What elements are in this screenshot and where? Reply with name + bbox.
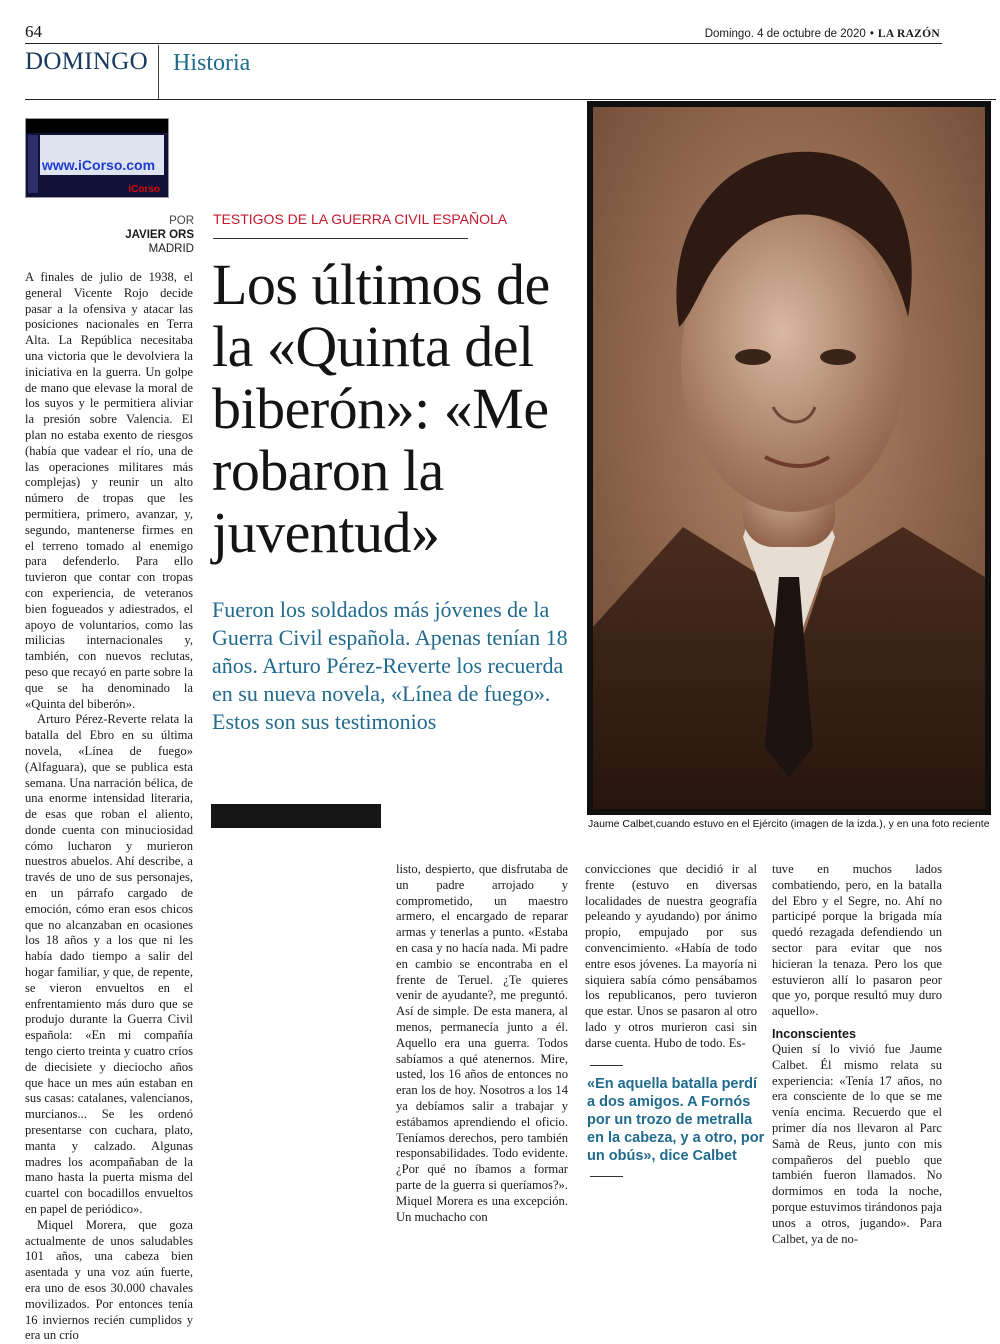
pullquote-rule-bottom [590, 1176, 623, 1177]
header-date: Domingo. 4 de octubre de 2020 [704, 28, 866, 40]
header-rule [25, 43, 942, 44]
byline-por: POR [169, 215, 194, 227]
article-paragraph: convicciones que decidió ir al frente (estuvo en diversas localidades de nuestra geografía peleando y ayudando) por ánimo propio, empujado por sus convencimiento. «Había de todo entre esos jóvenes. La mayoría ni siquiera sabía cómo pensábamos los republicanos, pero tuvieron que estar. Unos se pasaron al otro lado y otros murieron casi sin darse cuenta. Hubo de todo. Es- [585, 862, 757, 1050]
article-kicker: TESTIGOS DE LA GUERRA CIVIL ESPAÑOLA [213, 211, 508, 227]
article-column-2 [396, 862, 568, 1224]
subsection-name: Historia [173, 50, 251, 76]
header-date-line [705, 28, 940, 40]
article-standfirst: Fueron los soldados más jóvenes de la Guerra Civil española. Apenas tenían 18 años. Arturo Pérez-Reverte los recuerda en su nueva novela, «Línea de fuego». Estos son sus testimonios [212, 597, 568, 734]
article-title: Los últimos de la «Quinta del biberón»: «Me robaron la juventud» [212, 252, 550, 565]
pull-quote: «En aquella batalla perdí a dos amigos. A Fornós por un trozo de metralla en la cabeza, y a otro, por un obús», dice Calbet [587, 1076, 765, 1164]
byline-location: MADRID [148, 243, 194, 255]
publication-logo: LA RAZÓN [877, 28, 940, 40]
section-divider [158, 45, 159, 99]
ad-thumbnail[interactable] [25, 118, 169, 198]
section-heading: Inconscientes [772, 1026, 856, 1041]
left-eye-shape [735, 349, 771, 365]
right-eye-shape [820, 349, 856, 365]
byline-author: JAVIER ORS [125, 229, 194, 241]
article-column-1 [25, 270, 193, 1343]
article-paragraph: Arturo Pérez-Reverte relata la batalla del Ebro en su última novela, «Línea de fuego» (Alfaguara), que se publica esta semana. Una narración bélica, de una enorme intensidad literaria, de esas que roban el aliento, donde cuenta con minuciosidad cómo lucharon y murieron nuestros abuelos. Ahí describe, a través de uno de sus personajes, en un párrafo cargado de emoción, cómo eran esos chicos que no alcanzaban en ocasiones los 18 años y a los que ni les había dado tiempo a salir del hogar familiar, y que, de repente, se vieron envueltos en el enfrentamiento más duro que se produjo durante la Guerra Civil española: «En mi compañía tengo cierto treinta y cuatro críos de diecisiete y dieciocho años que hace un mes aún estaban en sus casas: catalanes, valencianos, murcianos... Se les ordenó presentarse con cuchara, plato, manta y calzado. Algunas madres los acompañaban de la mano hasta la puerta misma del cuartel con bocadillos envueltos en papel de periódico». [25, 712, 193, 1217]
section-name: DOMINGO [25, 48, 148, 75]
ad-banner-strip [26, 119, 168, 133]
article-paragraph: listo, despierto, que disfrutaba de un padre arrojado y comprometido, un maestro armero, el encargado de reparar armas y tenerlas a punto. «Estaba en casa y no hacía nada. Mi padre en cambio se encontraba en el frente de Teruel. ¿Te quieres venir de ayudante?, me preguntó. Así de simple. De esta manera, al menos, permanecía junto a él. Aquello era una guerra. Todos sabíamos a qué atenernos. Mire, usted, los 16 años de entonces no eran los de hoy. Nosotros a los 14 ya debíamos salir a trabajar y estábamos aprendiendo el oficio. Teníamos derechos, pero también responsabilidades. Todo evidente. ¿Por qué no íbamos a formar parte de la guerra si queríamos?». Miquel Morera es una excepción. Un muchacho con [396, 862, 568, 1224]
header-bullet: • [869, 28, 874, 40]
pullquote-rule-top [590, 1065, 623, 1066]
article-paragraph: Miquel Morera, que goza actualmente de unos saludables 101 años, una cabeza bien asentada y una voz aún fuerte, era uno de esos 30.000 chavales movilizados. Por entonces tenía 16 inviernos recién cumplidos y era un crío [25, 1217, 193, 1343]
article-paragraph: tuve en muchos lados combatiendo, pero, en la batalla del Ebro y el Segre, no. Ahí no participé porque la brigada mía quedó rezagada defendiendo un sector para evitar que nos hicieran la tenaza. Pero los que estuvieron allí lo pasaron peor que yo, porque resultó muy duro aquello». [772, 862, 942, 1019]
article-column-4 [772, 862, 942, 1246]
black-bar [211, 804, 381, 828]
photo-caption: Jaume Calbet,cuando estuvo en el Ejército (imagen de la izda.), y en una foto reciente [588, 818, 990, 830]
portrait-photo [593, 107, 985, 809]
article-paragraph: Quien sí lo vivió fue Jaume Calbet. Él mismo relata su experiencia: «Tenía 17 años, no era consciente de lo que se me venía encima. Recuerdo que el primer día nos llevaron al Parc Samà de Reus, junto con mis compañeros del pueblo que también fueron llamados. No dormimos en toda la noche, porque estuvimos tirándonos paja unos a otros, jugando». Para Calbet, ya de no- [772, 1041, 942, 1246]
header-rule-bottom [25, 99, 996, 100]
byline [125, 214, 194, 256]
ad-sidebar-strip [28, 135, 38, 193]
ad-url[interactable]: www.iCorso.com [42, 157, 156, 173]
article-paragraph: A finales de julio de 1938, el general Vicente Rojo decide pasar a la ofensiva y atacar las posiciones nacionales en Terra Alta. La República necesitaba una victoria que le devolviera la iniciativa en la guerra. Un golpe de mano que elevase la moral de los suyos y le permitiera aliviar la presión sobre Valencia. El plan no estaba exento de riesgos (había que vadear el río, una de las operaciones militares más complejas) y reunir un alto número de tropas que les permitiera, primero, avanzar, y, segundo, mantenerse firmes en el terreno tomado al enemigo para defenderlo. Para ello tuvieron que contar con tropas con experiencia, de veteranos bien fogueados y adiestrados, el apoyo de voluntarios, como las milicias internacionales y, también, con nuevos reclutas, peso que recayó en parte sobre la que se ha denominado la «Quinta del biberón». [25, 270, 193, 711]
ad-brand-logo: iCorso [128, 184, 160, 195]
page-number: 64 [25, 22, 42, 41]
article-column-3 [585, 862, 757, 1050]
kicker-rule [213, 238, 468, 239]
